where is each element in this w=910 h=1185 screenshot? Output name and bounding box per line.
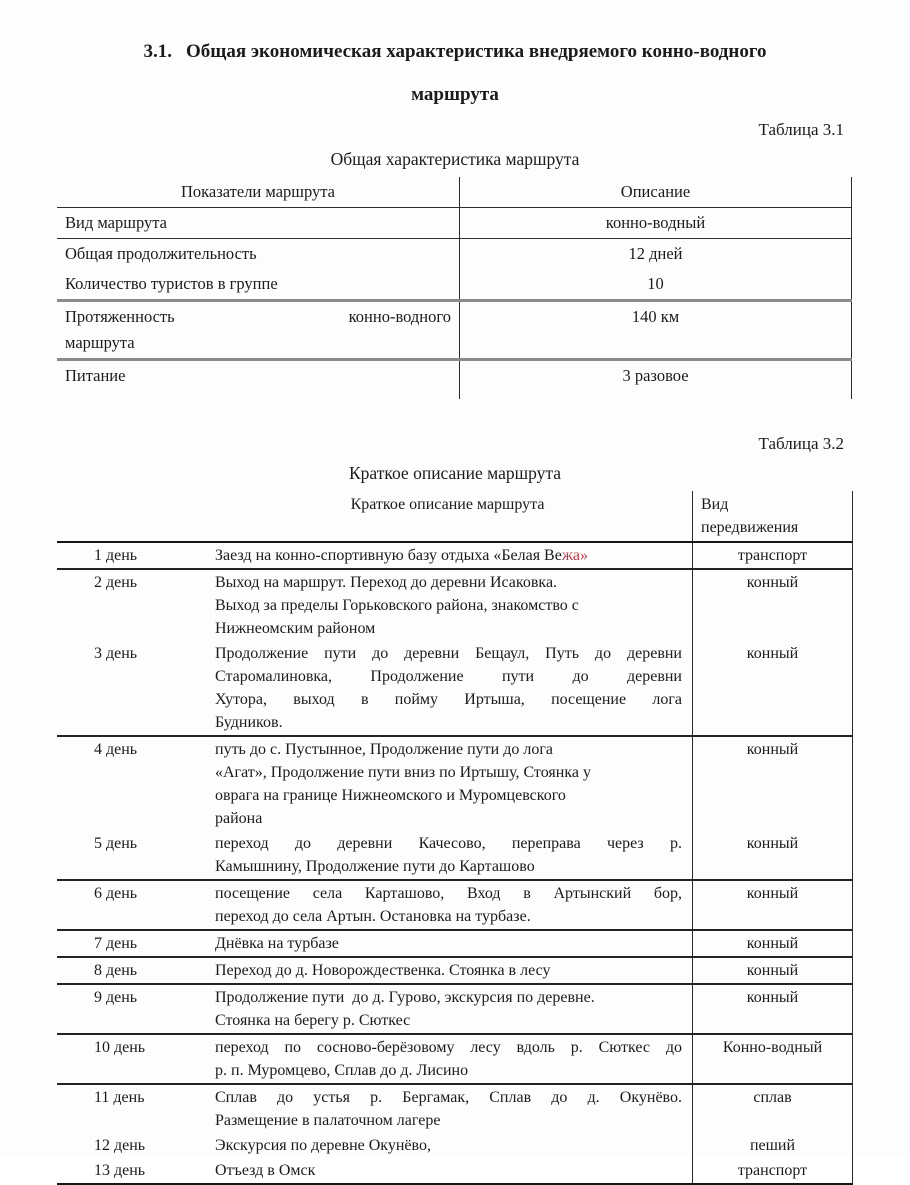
row-day: 7 день	[94, 935, 138, 952]
section-heading-line2: маршрута	[411, 84, 499, 105]
row-desc: Отъезд в Омск	[203, 1158, 693, 1183]
table1-row-length	[57, 302, 852, 361]
row-day: 4 день	[94, 741, 138, 758]
table-row	[57, 931, 853, 956]
row-mode: конный	[693, 931, 853, 956]
table1-header-description: Описание	[460, 177, 852, 207]
table2-group-day2-3	[57, 570, 853, 737]
table2-header-description: Краткое описание маршрута	[57, 491, 693, 541]
row-desc: переход по сосново-берёзовому лесу вдоль р. Сюткес до р. п. Муромцево, Сплав до д. Лисино	[203, 1035, 693, 1083]
table2-caption: Таблица 3.2	[758, 434, 844, 453]
row-day: 3 день	[94, 645, 138, 662]
row-mode: конный	[693, 641, 853, 735]
row-day: 6 день	[94, 885, 138, 902]
table2-header-mode-line1: Вид	[701, 496, 729, 513]
row-desc: Сплав до устья р. Бергамак, Сплав до д. Окунёво. Размещение в палаточном лагере	[203, 1085, 693, 1133]
table1-row-meals	[57, 361, 852, 399]
table-row	[57, 543, 853, 568]
row-label: Вид маршрута	[57, 208, 460, 238]
row-mode: конный	[693, 570, 853, 641]
row-day: 2 день	[94, 574, 138, 591]
table1-header-row	[57, 177, 852, 208]
table2-group-day1	[57, 543, 853, 570]
table-row	[57, 1158, 853, 1183]
section-heading-line1	[0, 30, 910, 73]
row-desc	[203, 543, 693, 568]
row-mode: пеший	[693, 1133, 853, 1158]
table1-row-duration	[57, 239, 852, 269]
table2-group-day6	[57, 881, 853, 931]
row-mode: конный	[693, 958, 853, 983]
row-day: 8 день	[94, 962, 138, 979]
row-value: 140 км	[460, 302, 852, 358]
table-row	[57, 641, 853, 735]
table2-group-day7	[57, 931, 853, 958]
row-mode: Конно-водный	[693, 1035, 853, 1083]
table2-group-day8	[57, 958, 853, 985]
table1-header-indicators: Показатели маршрута	[57, 177, 460, 207]
row-desc-text-red: жа»	[561, 547, 588, 564]
row-value: 12 дней	[460, 239, 852, 269]
table-row	[57, 831, 853, 879]
table1	[57, 177, 852, 399]
row-mode: конный	[693, 737, 853, 831]
row-day: 1 день	[94, 547, 138, 564]
table2-group-day4-5	[57, 737, 853, 881]
row-desc: Продолжение пути до д. Гурово, экскурсия по деревне. Стоянка на берегу р. Сюткес	[203, 985, 693, 1033]
table-row	[57, 570, 853, 641]
section-heading-text: Общая экономическая характеристика внедряемого конно-водного	[186, 41, 767, 62]
row-day: 11 день	[94, 1089, 145, 1106]
row-mode: конный	[693, 881, 853, 929]
row-mode: транспорт	[693, 543, 853, 568]
row-desc: Экскурсия по деревне Окунёво,	[203, 1133, 693, 1158]
table2-header-mode	[693, 491, 853, 541]
row-label-line2: маршрута	[65, 333, 135, 352]
row-desc: посещение села Карташово, Вход в Артынский бор, переход до села Артын. Остановка на турбазе.	[203, 881, 693, 929]
row-mode: конный	[693, 831, 853, 879]
row-value: 3 разовое	[460, 361, 852, 399]
row-mode: транспорт	[693, 1158, 853, 1183]
row-mode: сплав	[693, 1085, 853, 1133]
row-label: Питание	[57, 361, 460, 399]
row-day: 12 день	[94, 1137, 146, 1154]
table1-row-tourists	[57, 269, 852, 302]
table2-group-day11-13	[57, 1085, 853, 1185]
row-desc: Переход до д. Новорождественка. Стоянка в лесу	[203, 958, 693, 983]
table-row	[57, 1035, 853, 1083]
table2	[57, 491, 853, 1185]
table-row	[57, 737, 853, 831]
row-label: Количество туристов в группе	[57, 269, 460, 299]
row-day: 13 день	[94, 1162, 146, 1179]
table-row	[57, 985, 853, 1033]
table1-row-type	[57, 208, 852, 239]
table1-title: Общая характеристика маршрута	[330, 149, 580, 169]
table2-header-mode-line2: передвижения	[701, 519, 799, 536]
row-desc: переход до деревни Качесово, переправа через р. Камышнину, Продолжение пути до Карташово	[203, 831, 693, 879]
row-label-line1: Протяженность конно-водного	[65, 307, 451, 326]
row-day: 10 день	[94, 1039, 146, 1056]
table2-title: Краткое описание маршрута	[348, 463, 562, 483]
row-label: Общая продолжительность	[57, 239, 460, 269]
table-row	[57, 958, 853, 983]
table2-group-day10	[57, 1035, 853, 1085]
row-desc-text: Заезд на конно-спортивную базу отдыха «Белая Ве	[215, 547, 562, 564]
row-value: конно-водный	[460, 208, 852, 238]
row-label	[57, 302, 460, 358]
table-row	[57, 881, 853, 929]
row-desc: Выход на маршрут. Переход до деревни Исаковка. Выход за пределы Горьковского района, знакомство с Нижнеомским районом	[203, 570, 693, 641]
row-desc: Продолжение пути до деревни Бещаул, Путь до деревни Старомалиновка, Продолжение пути до деревни Хутора, выход в пойму Иртыша, посещение лога Будников.	[203, 641, 693, 735]
table-row	[57, 1085, 853, 1133]
table2-group-day9	[57, 985, 853, 1035]
row-day: 9 день	[94, 989, 138, 1006]
table2-header-row	[57, 491, 853, 543]
table-row	[57, 1133, 853, 1158]
row-value: 10	[460, 269, 852, 299]
row-desc: Днёвка на турбазе	[203, 931, 693, 956]
row-mode: конный	[693, 985, 853, 1033]
row-day: 5 день	[94, 835, 138, 852]
section-number: 3.1.	[143, 41, 172, 62]
table1-caption: Таблица 3.1	[758, 120, 844, 139]
row-desc: путь до с. Пустынное, Продолжение пути до лога «Агат», Продолжение пути вниз по Иртышу, Стоянка у оврага на границе Нижнеомского и Муромцевского района	[203, 737, 693, 831]
section-heading	[0, 0, 910, 116]
